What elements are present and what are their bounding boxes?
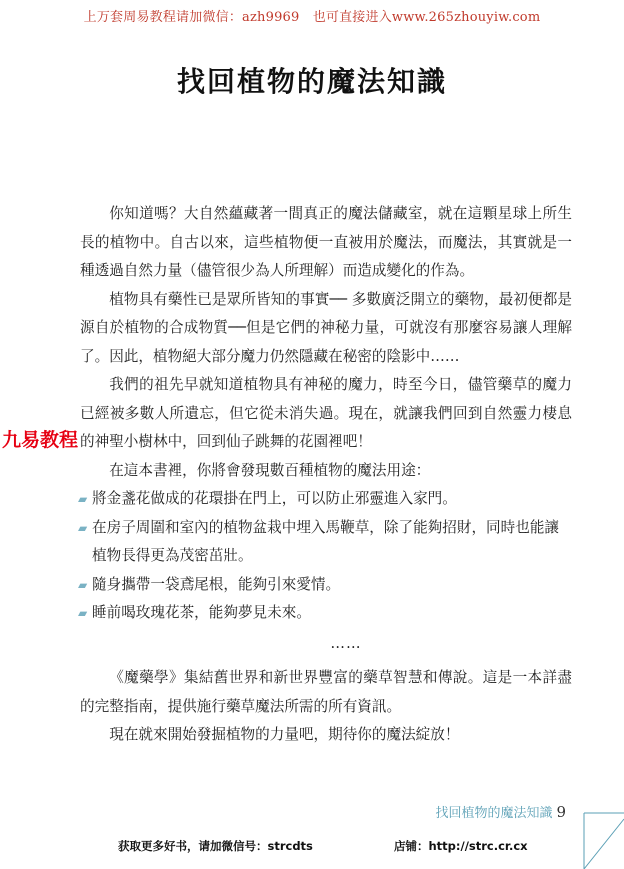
paragraph: 我們的祖先早就知道植物具有神秘的魔力，時至今日，儘管藥草的魔力已經被多數人所遺忘，但它從未消失過。現在，就讓我們回到自然靈力棲息的神聖小樹林中，回到仙子跳舞的花園裡吧！ (80, 376, 572, 450)
page-title: 找回植物的魔法知識 (176, 65, 447, 98)
list-item: ▰ 將金盞花做成的花環掛在門上，可以防止邪靈進入家門。 (80, 485, 572, 514)
paragraph: 《魔藥學》集結舊世界和新世界豐富的藥草智慧和傳說。這是一本詳盡的完整指南，提供施行藥草魔法所需的所有資訊。 (80, 669, 572, 715)
bullet-icon: ▰ (78, 520, 88, 535)
bullet-icon: ▰ (78, 577, 88, 592)
bullet-list (80, 485, 572, 628)
paragraph: 在這本書裡，你將會發現數百種植物的魔法用途： (109, 461, 431, 479)
paragraph: 現在就來開始發掘植物的力量吧，期待你的魔法綻放！ (109, 726, 460, 743)
section-ellipsis: …… (330, 634, 362, 652)
watermark-label: 九易教程 (2, 429, 79, 451)
running-title: 找回植物的魔法知識 (435, 806, 553, 821)
running-footer (435, 802, 566, 821)
paragraph: 你知道嗎？大自然蘊藏著一間真正的魔法儲藏室，就在這顆星球上所生長的植物中。自古以來，這些植物便一直被用於魔法，而魔法，其實就是一種透過自然力量（儘管很少為人所理解）而造成變化的作為。 (80, 205, 572, 279)
bullet-icon: ▰ (78, 606, 88, 620)
bottom-shop-text: 店铺：http://strc.cr.cx (394, 839, 528, 853)
bottom-wechat-text: 获取更多好书，请加微信号：strcdts (118, 839, 313, 853)
page-corner-decoration (582, 811, 624, 869)
list-item: ▰ 在房子周圍和室內的植物盆栽中埋入馬鞭草，除了能夠招財，同時也能讓植物長得更為茂密茁壯。 (80, 514, 572, 571)
body-text (80, 200, 572, 750)
list-item: ▰ 睡前喝玫瑰花茶，能夠夢見未來。 (80, 599, 572, 628)
bullet-icon: ▰ (78, 492, 88, 506)
list-item: ▰ 隨身攜帶一袋鳶尾根，能夠引來愛情。 (80, 571, 572, 600)
page-number: 9 (556, 803, 566, 821)
top-notice: 上万套周易教程请加微信：azh9969 也可直接进入www.265zhouyiw.com (83, 10, 541, 25)
paragraph: 植物具有藥性已是眾所皆知的事實── 多數廣泛開立的藥物，最初便都是源自於植物的合成物質──但是它們的神秘力量，可就沒有那麼容易讓人理解了。因此，植物絕大部分魔力仍然隱藏在秘密的陰影中…… (80, 290, 572, 365)
